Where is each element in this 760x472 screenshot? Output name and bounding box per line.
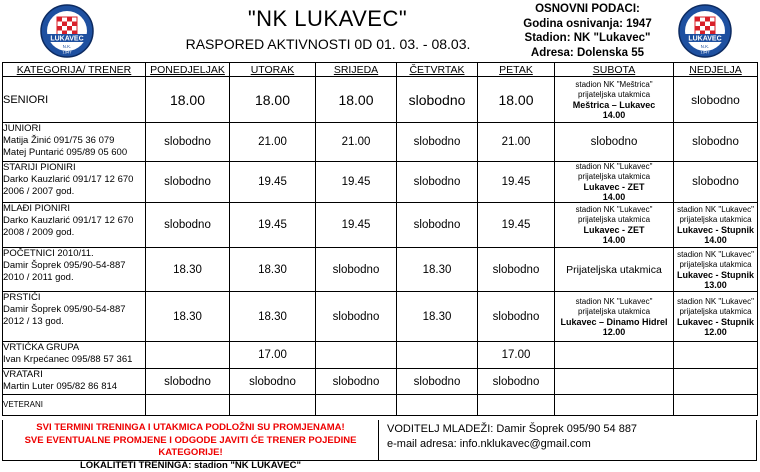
match-venue: stadion NK "Lukavec" [555, 297, 673, 307]
schedule-cell: 18.30 [397, 292, 478, 342]
match-cell [555, 292, 674, 342]
match-venue: stadion NK "Lukavec" [555, 162, 673, 172]
schedule-cell: slobodno [555, 123, 674, 162]
schedule-cell [555, 342, 674, 369]
coach-line: 2006 / 2007 god. [3, 186, 145, 198]
match-type: prijateljska utakmica [555, 172, 673, 182]
schedule-cell [146, 342, 230, 369]
schedule-cell: slobodno [397, 77, 478, 123]
category-cell [3, 77, 146, 123]
match-cell [674, 248, 758, 292]
table-row [3, 123, 758, 162]
match-cell [555, 162, 674, 203]
col-wednesday: SRIJEDA [316, 63, 397, 77]
table-row [3, 248, 758, 292]
header-row [3, 63, 758, 77]
schedule-cell: slobodno [478, 248, 555, 292]
schedule-cell: 19.45 [478, 203, 555, 248]
logo-sub: N.K. [701, 44, 710, 49]
coach-line: Martin Luter 095/82 86 814 [3, 381, 145, 393]
footer-notice [3, 420, 379, 461]
match-cell [674, 292, 758, 342]
schedule-cell: 17.00 [478, 342, 555, 369]
coach-line: Matej Puntarić 095/89 05 600 [3, 147, 145, 159]
schedule-cell: slobodno [674, 77, 758, 123]
match-time: 14.00 [555, 110, 673, 120]
training-location: LOKALITETI TRENINGA: stadion "NK LUKAVEC" [3, 460, 378, 472]
table-row [3, 77, 758, 123]
schedule-cell [230, 395, 316, 416]
schedule-cell [555, 369, 674, 395]
category-cell [3, 203, 146, 248]
club-logo-right [677, 3, 733, 59]
coach-line: Ivan Krpećanec 095/88 57 361 [3, 354, 145, 366]
schedule-cell: 18.00 [316, 77, 397, 123]
logo-text: LUKAVEC [688, 36, 721, 43]
table-row [3, 292, 758, 342]
category-name: VRTIĆKA GRUPA [3, 342, 145, 354]
schedule-cell: slobodno [397, 123, 478, 162]
match-teams: Lukavec - Stupnik [674, 225, 757, 235]
schedule-cell [316, 342, 397, 369]
category-name: VRATARI [3, 369, 145, 381]
coach-line: 2010 / 2011 god. [3, 272, 145, 284]
table-row [3, 342, 758, 369]
logo-year: 1947 [701, 50, 711, 55]
schedule-cell: slobodno [146, 203, 230, 248]
schedule-cell: slobodno [397, 369, 478, 395]
schedule-cell: 19.45 [230, 162, 316, 203]
footer-contact [387, 422, 637, 452]
coach-line: 2008 / 2009 god. [3, 227, 145, 239]
match-type: prijateljska utakmica [555, 90, 673, 100]
schedule-cell [674, 342, 758, 369]
table-row [3, 162, 758, 203]
coach-line: 2012 / 13 god. [3, 316, 145, 328]
schedule-cell: 19.45 [478, 162, 555, 203]
schedule-cell: slobodno [674, 162, 758, 203]
schedule-cell: 21.00 [478, 123, 555, 162]
match-type: prijateljska utakmica [674, 260, 757, 270]
schedule-cell [555, 395, 674, 416]
schedule-cell [674, 395, 758, 416]
match-time: 12.00 [555, 327, 673, 337]
schedule-cell: 18.30 [146, 292, 230, 342]
schedule-cell: slobodno [146, 369, 230, 395]
header [0, 0, 760, 62]
schedule-cell: slobodno [674, 123, 758, 162]
logo-sub: N.K. [63, 44, 72, 49]
match-teams: Lukavec - Stupnik [674, 270, 757, 280]
schedule-cell [146, 395, 230, 416]
schedule-cell [478, 395, 555, 416]
match-time: 12.00 [674, 327, 757, 337]
category-cell [3, 123, 146, 162]
coach-line: Damir Šoprek 095/90-54-887 [3, 260, 145, 272]
coach-line: Damir Šoprek 095/90-54-887 [3, 304, 145, 316]
category-name: JUNIORI [3, 123, 145, 135]
match-time: 14.00 [674, 235, 757, 245]
schedule-cell: 18.00 [230, 77, 316, 123]
match-teams: Lukavec - Stupnik [674, 317, 757, 327]
match-cell [555, 77, 674, 123]
match-time: 13.00 [674, 280, 757, 290]
match-time: 14.00 [555, 192, 673, 202]
logo-text: LUKAVEC [50, 36, 83, 43]
match-type: prijateljska utakmica [555, 307, 673, 317]
category-name: SENIORI [3, 94, 145, 106]
match-type: prijateljska utakmica [555, 215, 673, 225]
match-venue: stadion NK "Meštrica" [555, 80, 673, 90]
match-type: prijateljska utakmica [674, 307, 757, 317]
club-logo-left [39, 3, 95, 59]
schedule-subtitle: RASPORED AKTIVNOSTI 0D 01. 03. - 08.03. [148, 36, 508, 52]
basic-info-title: OSNOVNI PODACI: [505, 2, 670, 17]
schedule-cell: 18.00 [146, 77, 230, 123]
schedule-cell: 21.00 [316, 123, 397, 162]
match-venue: stadion NK "Lukavec" [674, 250, 757, 260]
match-teams: Lukavec - ZET [555, 182, 673, 192]
category-cell [3, 162, 146, 203]
schedule-cell: slobodno [316, 292, 397, 342]
col-tuesday: UTORAK [230, 63, 316, 77]
match-type: prijateljska utakmica [674, 215, 757, 225]
category-cell [3, 342, 146, 369]
schedule-cell: slobodno [230, 369, 316, 395]
schedule-cell: 19.45 [316, 162, 397, 203]
match-venue: stadion NK "Lukavec" [674, 205, 757, 215]
category-name: PRSTIĆI [3, 292, 145, 304]
logo-year: 1947 [63, 50, 73, 55]
schedule-cell [397, 342, 478, 369]
coach-line: Darko Kauzlarić 091/17 12 670 [3, 174, 145, 186]
match-teams: Lukavec - ZET [555, 225, 673, 235]
category-name: MLAĐI PIONIRI [3, 203, 145, 215]
schedule-cell [674, 369, 758, 395]
category-cell [3, 369, 146, 395]
contact-email[interactable]: e-mail adresa: info.nklukavec@gmail.com [387, 437, 637, 452]
warning-line-2: SVE EVENTUALNE PROMJENE I ODGODE JAVITI ĆE TRENER POJEDINE KATEGORIJE! [3, 435, 378, 460]
schedule-cell: 18.30 [230, 248, 316, 292]
schedule-cell: 19.45 [316, 203, 397, 248]
match-teams: Lukavec – Dinamo Hidrel [555, 317, 673, 327]
schedule-cell: slobodno [316, 248, 397, 292]
schedule-cell: 18.30 [230, 292, 316, 342]
table-row [3, 395, 758, 416]
footer [2, 420, 757, 461]
page-title: "NK LUKAVEC" [155, 6, 500, 32]
category-name: POČETNICI 2010/11. [3, 248, 145, 260]
category-cell [3, 292, 146, 342]
match-teams: Meštrica – Lukavec [555, 100, 673, 110]
match-venue: stadion NK "Lukavec" [555, 205, 673, 215]
schedule-cell: slobodno [478, 369, 555, 395]
schedule-cell: 21.00 [230, 123, 316, 162]
table-row [3, 369, 758, 395]
col-thursday: ČETVRTAK [397, 63, 478, 77]
col-category: KATEGORIJA/ TRENER [3, 63, 146, 77]
match-time: 14.00 [555, 235, 673, 245]
coach-line: Matija Žinić 091/75 36 079 [3, 135, 145, 147]
basic-info-year: Godina osnivanja: 1947 [505, 17, 670, 32]
schedule-cell: slobodno [146, 123, 230, 162]
basic-info-stadium: Stadion: NK "Lukavec" [505, 31, 670, 46]
schedule-cell [397, 395, 478, 416]
warning-line-1: SVI TERMINI TRENINGA I UTAKMICA PODLOŽNI SU PROMJENAMA! [3, 422, 378, 435]
category-name: VETERANI [3, 399, 145, 411]
schedule-cell: slobodno [316, 369, 397, 395]
schedule-table [2, 62, 758, 416]
schedule-cell: slobodno [397, 162, 478, 203]
col-sunday: NEDJELJA [674, 63, 758, 77]
match-cell [674, 203, 758, 248]
category-cell [3, 395, 146, 416]
youth-leader: VODITELJ MLADEŽI: Damir Šoprek 095/90 54 887 [387, 422, 637, 437]
schedule-cell [316, 395, 397, 416]
match-cell [555, 203, 674, 248]
category-name: STARIJI PIONIRI [3, 162, 145, 174]
col-monday: PONEDJELJAK [146, 63, 230, 77]
table-row [3, 203, 758, 248]
schedule-cell: 18.00 [478, 77, 555, 123]
col-friday: PETAK [478, 63, 555, 77]
col-saturday: SUBOTA [555, 63, 674, 77]
match-venue: stadion NK "Lukavec" [674, 297, 757, 307]
schedule-cell: slobodno [146, 162, 230, 203]
schedule-cell: Prijateljska utakmica [555, 248, 674, 292]
schedule-cell: 18.30 [397, 248, 478, 292]
basic-info [505, 2, 670, 60]
schedule-cell: slobodno [478, 292, 555, 342]
schedule-cell: slobodno [397, 203, 478, 248]
schedule-cell: 19.45 [230, 203, 316, 248]
schedule-cell: 17.00 [230, 342, 316, 369]
category-cell [3, 248, 146, 292]
coach-line: Darko Kauzlarić 091/17 12 670 [3, 215, 145, 227]
schedule-cell: 18.30 [146, 248, 230, 292]
basic-info-address: Adresa: Dolenska 55 [505, 46, 670, 61]
